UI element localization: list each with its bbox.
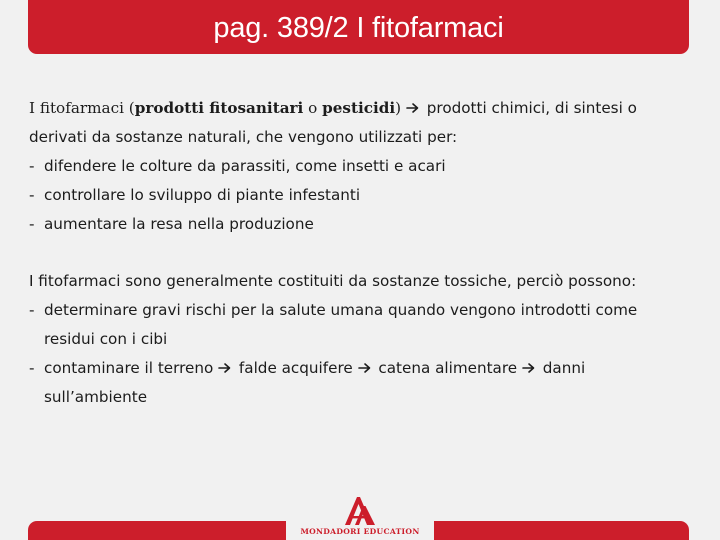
intro-lead: I fitofarmaci ( (29, 99, 135, 117)
use-text: aumentare la resa nella produzione (44, 215, 314, 233)
dash: - (29, 157, 35, 175)
use-item-3 (29, 210, 689, 239)
slide-content (29, 94, 689, 412)
right-arrow-icon (406, 94, 422, 123)
risk-1-line-2: residui con i cibi (44, 330, 168, 348)
paragraph-spacer (29, 239, 689, 267)
right-arrow-icon (522, 354, 538, 383)
publisher-logo (286, 490, 434, 540)
intro-line-2: derivati da sostanze naturali, che vengono utilizzati per: (29, 128, 458, 146)
use-item-1 (29, 152, 689, 181)
dash: - (29, 359, 35, 377)
risk-2-line-2: sull’ambiente (44, 388, 148, 406)
risk-2-part-3: catena alimentare (373, 359, 518, 377)
right-arrow-icon (358, 354, 374, 383)
use-item-2 (29, 181, 689, 210)
use-text: controllare lo sviluppo di piante infestanti (44, 186, 361, 204)
risk-item-1 (29, 296, 689, 354)
risk-item-2 (29, 354, 689, 412)
risk-2-part-4: danni (537, 359, 586, 377)
intro-close: ) (395, 99, 402, 117)
logo-wordmark: MONDADORI EDUCATION (300, 527, 420, 536)
intro-term-1: prodotti fitosanitari (134, 99, 304, 117)
intro-conj: o (303, 99, 323, 117)
dash: - (29, 215, 35, 233)
intro-term-2: pesticidi (322, 99, 396, 117)
title-bar (28, 0, 689, 54)
risk-2-line-1 (44, 354, 689, 383)
slide-title: pag. 389/2 I fitofarmaci (213, 11, 504, 44)
dash: - (29, 186, 35, 204)
intro-after-arrow: prodotti chimici, di sintesi o (421, 99, 637, 117)
right-arrow-icon (218, 354, 234, 383)
dash: - (29, 301, 35, 319)
risk-1-line-1: determinare gravi rischi per la salute umana quando vengono introdotti come (44, 301, 638, 319)
risk-2-part-1: contaminare il terreno (44, 359, 214, 377)
risks-intro: I fitofarmaci sono generalmente costituiti da sostanze tossiche, perciò possono: (29, 272, 637, 290)
use-text: difendere le colture da parassiti, come insetti e acari (44, 157, 446, 175)
mondadori-a-logo-icon (342, 496, 378, 526)
risk-2-part-2: falde acquifere (234, 359, 353, 377)
intro-line-1 (29, 94, 689, 123)
